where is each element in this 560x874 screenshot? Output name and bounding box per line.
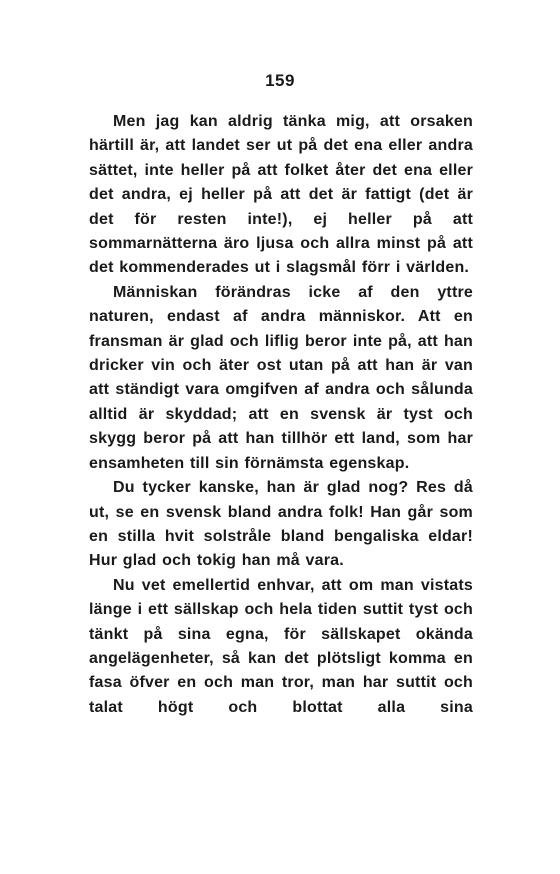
body-text — [89, 110, 473, 720]
page-number: 159 — [265, 71, 295, 90]
paragraph-2: Människan förändras icke af den yttre naturen, endast af andra människor. Att en fransman är glad och liflig beror inte på, att han dricker vin och äter ost utan på att han är van att ständigt vara omgifven af andra och sålunda alltid är skyddad; att en svensk är tyst och skygg beror på att han tillhör ett land, som har ensamheten till sin förnämsta egenskap. — [89, 283, 473, 472]
paragraph-1: Men jag kan aldrig tänka mig, att orsaken härtill är, att landet ser ut på det ena eller andra sättet, inte heller på att folket åter det ena eller det andra, ej heller på att det är fattigt (det är det för resten inte!), ej heller på att sommarnätterna äro ljusa och allra minst på att det kommenderades ut i slagsmål förr i världen. — [89, 113, 473, 277]
paragraph-4: Nu vet emellertid enhvar, att om man vistats länge i ett sällskap och hela tiden suttit tyst och tänkt på sina egna, för sällskapet okända angelägenheter, så kan det plötsligt komma en fasa öfver en och man tror, man har suttit och talat högt och blottat alla sina — [89, 576, 473, 716]
paragraph-3: Du tycker kanske, han är glad nog? Res då ut, se en svensk bland andra folk! Han går som en stilla hvit solstråle bland bengaliska eldar! Hur glad och tokig han må vara. — [89, 479, 473, 570]
